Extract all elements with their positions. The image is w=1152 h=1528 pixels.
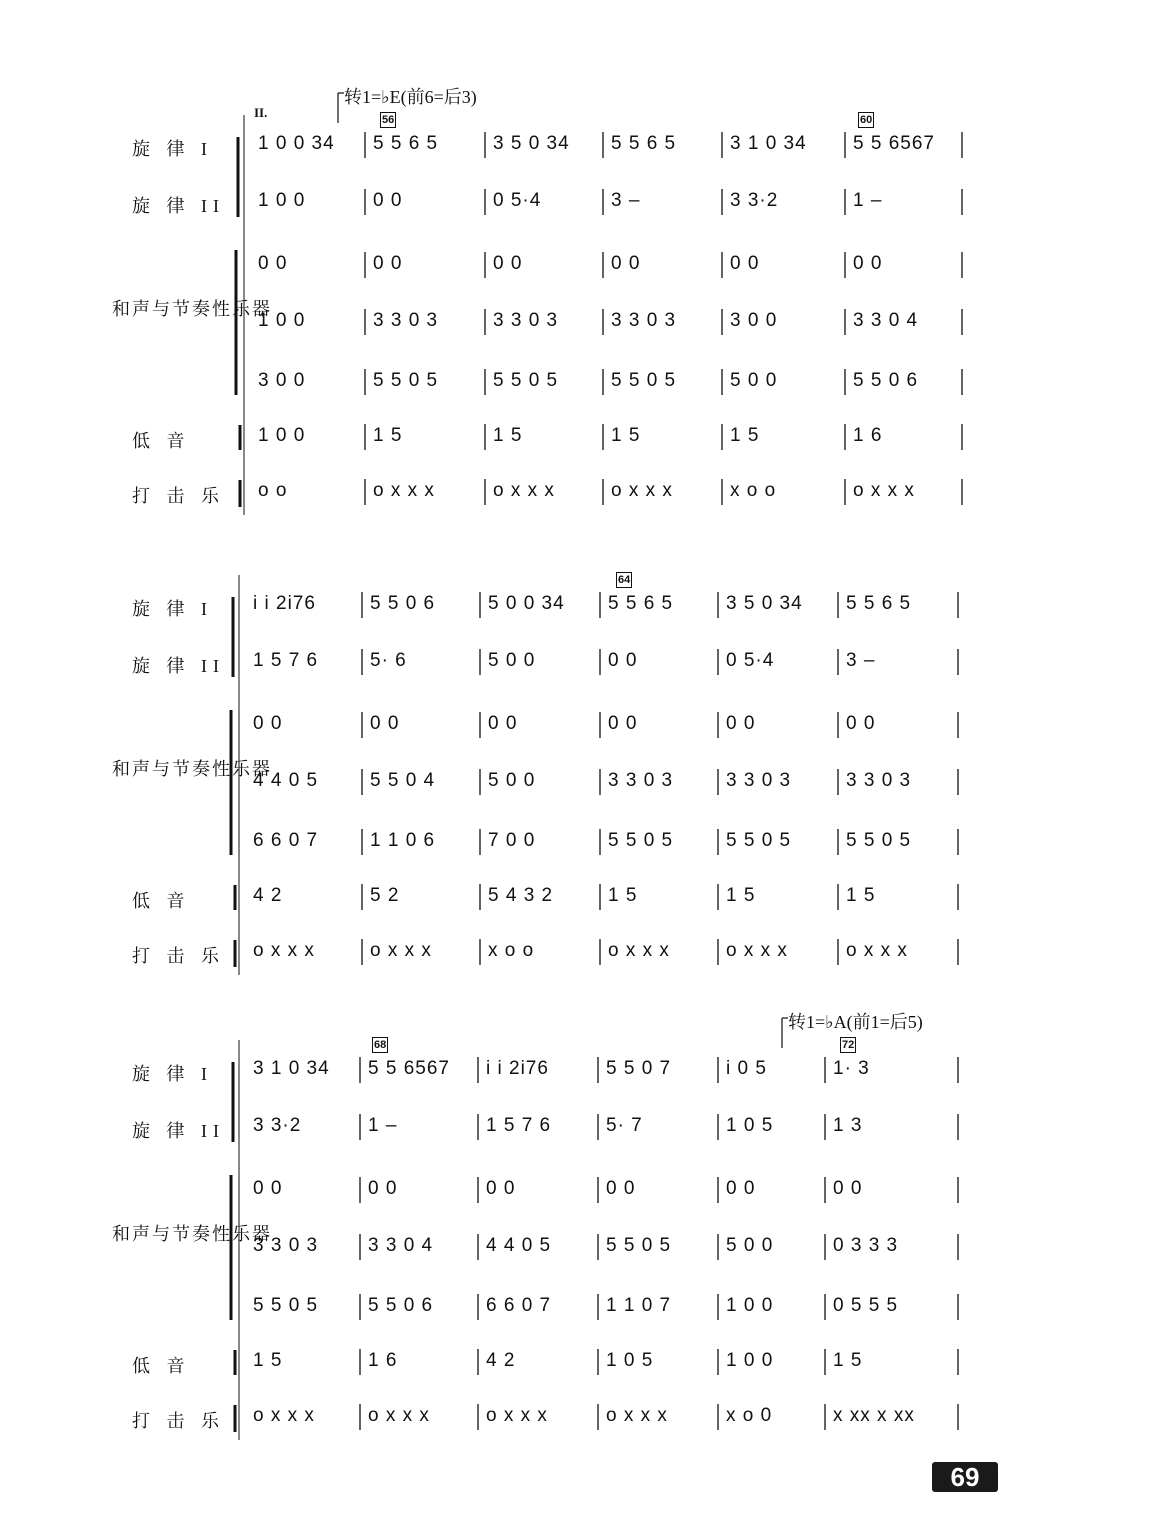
- measure-perc: o x x x: [373, 480, 435, 501]
- measure-harmony3: 7 0 0: [488, 830, 536, 851]
- measure-melody2: 0 5·4: [493, 190, 542, 211]
- measure-harmony2: 5 0 0: [488, 770, 536, 791]
- measure-harmony2: 3 0 0: [730, 310, 778, 331]
- label-melody-1: 旋 律 I: [132, 1064, 213, 1084]
- rehearsal-mark: 72: [842, 1039, 855, 1051]
- label-harmony: 和声与节奏性乐器: [112, 299, 272, 319]
- measure-bass: 1 0 0: [726, 1350, 774, 1371]
- measure-perc: x o o: [730, 480, 777, 501]
- measure-harmony1: 0 0: [846, 713, 876, 734]
- label-melody-2: 旋 律 II: [132, 1121, 225, 1141]
- measure-melody2: 5· 6: [370, 650, 407, 671]
- measure-harmony1: 0 0: [486, 1178, 516, 1199]
- measure-bass: 1 5: [493, 425, 523, 446]
- measure-melody1: i 0 5: [726, 1058, 767, 1079]
- measure-harmony1: 0 0: [726, 1178, 756, 1199]
- measure-bass: 1 5: [611, 425, 641, 446]
- measure-melody1: 5 5 6567: [368, 1058, 450, 1079]
- measure-harmony1: 0 0: [493, 253, 523, 274]
- measure-melody1: i i 2i76: [253, 593, 316, 614]
- measure-harmony2: 5 5 0 5: [606, 1235, 672, 1256]
- label-melody-2: 旋 律 II: [132, 656, 225, 676]
- measure-harmony3: 5 0 0: [730, 370, 778, 391]
- label-bass: 低 音: [132, 891, 191, 911]
- measure-harmony1: 0 0: [253, 713, 283, 734]
- measure-melody2: 5 0 0: [488, 650, 536, 671]
- measure-melody1: 5 0 0 34: [488, 593, 565, 614]
- measure-harmony2: 5 5 0 4: [370, 770, 436, 791]
- label-melody-1: 旋 律 I: [132, 599, 213, 619]
- measure-harmony3: 1 1 0 7: [606, 1295, 672, 1316]
- label-percussion: 打 击 乐: [132, 1411, 225, 1431]
- rehearsal-mark: 68: [374, 1039, 387, 1051]
- measure-melody1: 5 5 6 5: [608, 593, 674, 614]
- measure-bass: 1 0 0: [258, 425, 306, 446]
- measure-melody2: 1 5 7 6: [486, 1115, 552, 1136]
- measure-harmony3: 5 5 0 6: [368, 1295, 434, 1316]
- measure-bass: 1 6: [368, 1350, 398, 1371]
- measure-harmony3: 5 5 0 5: [846, 830, 912, 851]
- measure-harmony1: 0 0: [833, 1178, 863, 1199]
- measure-harmony3: 6 6 0 7: [486, 1295, 552, 1316]
- measure-bass: 5 2: [370, 885, 400, 906]
- measure-perc: o x x x: [368, 1405, 430, 1426]
- measure-perc: o x x x: [726, 940, 788, 961]
- measure-bass: 1 5: [726, 885, 756, 906]
- measure-melody1: 3 1 0 34: [253, 1058, 330, 1079]
- measure-harmony2: 5 0 0: [726, 1235, 774, 1256]
- measure-harmony1: 0 0: [611, 253, 641, 274]
- measure-melody1: 5 5 6 5: [846, 593, 912, 614]
- measure-bass: 1 5: [846, 885, 876, 906]
- measure-harmony2: 0 3 3 3: [833, 1235, 899, 1256]
- measure-harmony3: 5 5 0 5: [611, 370, 677, 391]
- measure-perc: x xx x xx: [833, 1405, 915, 1426]
- measure-harmony3: 5 5 0 5: [608, 830, 674, 851]
- measure-bass: 4 2: [253, 885, 283, 906]
- measure-bass: 1 5: [253, 1350, 283, 1371]
- measure-harmony1: 0 0: [488, 713, 518, 734]
- measure-bass: 1 6: [853, 425, 883, 446]
- measure-bass: 1 5: [730, 425, 760, 446]
- measure-melody2: 3 3·2: [730, 190, 779, 211]
- measure-melody2: 5· 7: [606, 1115, 643, 1136]
- measure-melody1: i i 2i76: [486, 1058, 549, 1079]
- measure-melody2: 1 5 7 6: [253, 650, 319, 671]
- measure-melody2: 1 3: [833, 1115, 863, 1136]
- measure-harmony1: 0 0: [253, 1178, 283, 1199]
- measure-harmony1: 0 0: [370, 713, 400, 734]
- key-change: 转1=♭E(前6=后3): [344, 87, 477, 107]
- measure-melody1: 5 5 0 7: [606, 1058, 672, 1079]
- measure-perc: o x x x: [606, 1405, 668, 1426]
- measure-harmony2: 3 3 0 3: [611, 310, 677, 331]
- measure-harmony1: 0 0: [853, 253, 883, 274]
- measure-harmony2: 3 3 0 3: [373, 310, 439, 331]
- measure-perc: o x x x: [846, 940, 908, 961]
- measure-harmony3: 0 5 5 5: [833, 1295, 899, 1316]
- measure-harmony1: 0 0: [726, 713, 756, 734]
- measure-melody2: 1 –: [368, 1115, 398, 1136]
- measure-harmony3: 5 5 0 5: [253, 1295, 319, 1316]
- measure-melody2: 0 5·4: [726, 650, 775, 671]
- label-bass: 低 音: [132, 1356, 191, 1376]
- measure-perc: o x x x: [853, 480, 915, 501]
- measure-harmony2: 3 3 0 4: [853, 310, 919, 331]
- measure-melody1: 5 5 6567: [853, 133, 935, 154]
- rehearsal-mark: 56: [382, 114, 395, 126]
- measure-harmony3: 1 0 0: [726, 1295, 774, 1316]
- measure-harmony2: 3 3 0 3: [846, 770, 912, 791]
- measure-melody1: 3 5 0 34: [726, 593, 803, 614]
- label-harmony: 和声与节奏性乐器: [112, 759, 272, 779]
- measure-harmony3: 6 6 0 7: [253, 830, 319, 851]
- measure-harmony2: 3 3 0 3: [726, 770, 792, 791]
- measure-harmony2: 3 3 0 3: [608, 770, 674, 791]
- rehearsal-mark: 64: [618, 574, 631, 586]
- measure-harmony1: 0 0: [258, 253, 288, 274]
- measure-bass: 1 5: [608, 885, 638, 906]
- measure-melody1: 3 1 0 34: [730, 133, 807, 154]
- label-melody-1: 旋 律 I: [132, 139, 213, 159]
- measure-perc: o x x x: [608, 940, 670, 961]
- measure-bass: 1 5: [833, 1350, 863, 1371]
- measure-melody2: 3 –: [611, 190, 641, 211]
- label-percussion: 打 击 乐: [132, 486, 225, 506]
- measure-bass: 4 2: [486, 1350, 516, 1371]
- measure-harmony1: 0 0: [606, 1178, 636, 1199]
- measure-harmony3: 5 5 0 5: [373, 370, 439, 391]
- label-harmony: 和声与节奏性乐器: [112, 1224, 272, 1244]
- measure-harmony1: 0 0: [368, 1178, 398, 1199]
- measure-harmony2: 1 0 0: [258, 310, 306, 331]
- measure-melody2: 3 3·2: [253, 1115, 302, 1136]
- measure-harmony3: 3 0 0: [258, 370, 306, 391]
- measure-perc: x o o: [488, 940, 535, 961]
- measure-melody1: 5 5 0 6: [370, 593, 436, 614]
- measure-harmony3: 5 5 0 6: [853, 370, 919, 391]
- measure-melody2: 1 –: [853, 190, 883, 211]
- measure-melody1: 5 5 6 5: [611, 133, 677, 154]
- measure-perc: o x x x: [370, 940, 432, 961]
- rehearsal-mark: 60: [860, 114, 873, 126]
- measure-harmony1: 0 0: [373, 253, 403, 274]
- measure-melody1: 1 0 0 34: [258, 133, 335, 154]
- measure-melody2: 1 0 0: [258, 190, 306, 211]
- measure-melody1: 5 5 6 5: [373, 133, 439, 154]
- page-number: 69: [932, 1462, 998, 1492]
- label-melody-2: 旋 律 II: [132, 196, 225, 216]
- measure-perc: o o: [258, 480, 288, 501]
- measure-harmony1: 0 0: [608, 713, 638, 734]
- measure-harmony3: 1 1 0 6: [370, 830, 436, 851]
- label-bass: 低 音: [132, 431, 191, 451]
- measure-harmony3: 5 5 0 5: [493, 370, 559, 391]
- measure-perc: o x x x: [611, 480, 673, 501]
- measure-harmony2: 3 3 0 4: [368, 1235, 434, 1256]
- measure-perc: o x x x: [493, 480, 555, 501]
- measure-melody2: 0 0: [608, 650, 638, 671]
- measure-melody1: 3 5 0 34: [493, 133, 570, 154]
- measure-bass: 1 5: [373, 425, 403, 446]
- measure-perc: o x x x: [253, 940, 315, 961]
- section-mark: II.: [254, 105, 268, 120]
- measure-melody2: 0 0: [373, 190, 403, 211]
- measure-harmony1: 0 0: [730, 253, 760, 274]
- measure-perc: x o 0: [726, 1405, 773, 1426]
- measure-harmony3: 5 5 0 5: [726, 830, 792, 851]
- label-percussion: 打 击 乐: [132, 946, 225, 966]
- measure-harmony2: 4 4 0 5: [253, 770, 319, 791]
- measure-bass: 1 0 5: [606, 1350, 654, 1371]
- measure-perc: o x x x: [486, 1405, 548, 1426]
- measure-melody2: 1 0 5: [726, 1115, 774, 1136]
- measure-melody2: 3 –: [846, 650, 876, 671]
- measure-bass: 5 4 3 2: [488, 885, 554, 906]
- measure-harmony2: 4 4 0 5: [486, 1235, 552, 1256]
- measure-harmony2: 3 3 0 3: [253, 1235, 319, 1256]
- measure-melody1: 1· 3: [833, 1058, 870, 1079]
- measure-harmony2: 3 3 0 3: [493, 310, 559, 331]
- measure-perc: o x x x: [253, 1405, 315, 1426]
- key-change: 转1=♭A(前1=后5): [788, 1012, 923, 1032]
